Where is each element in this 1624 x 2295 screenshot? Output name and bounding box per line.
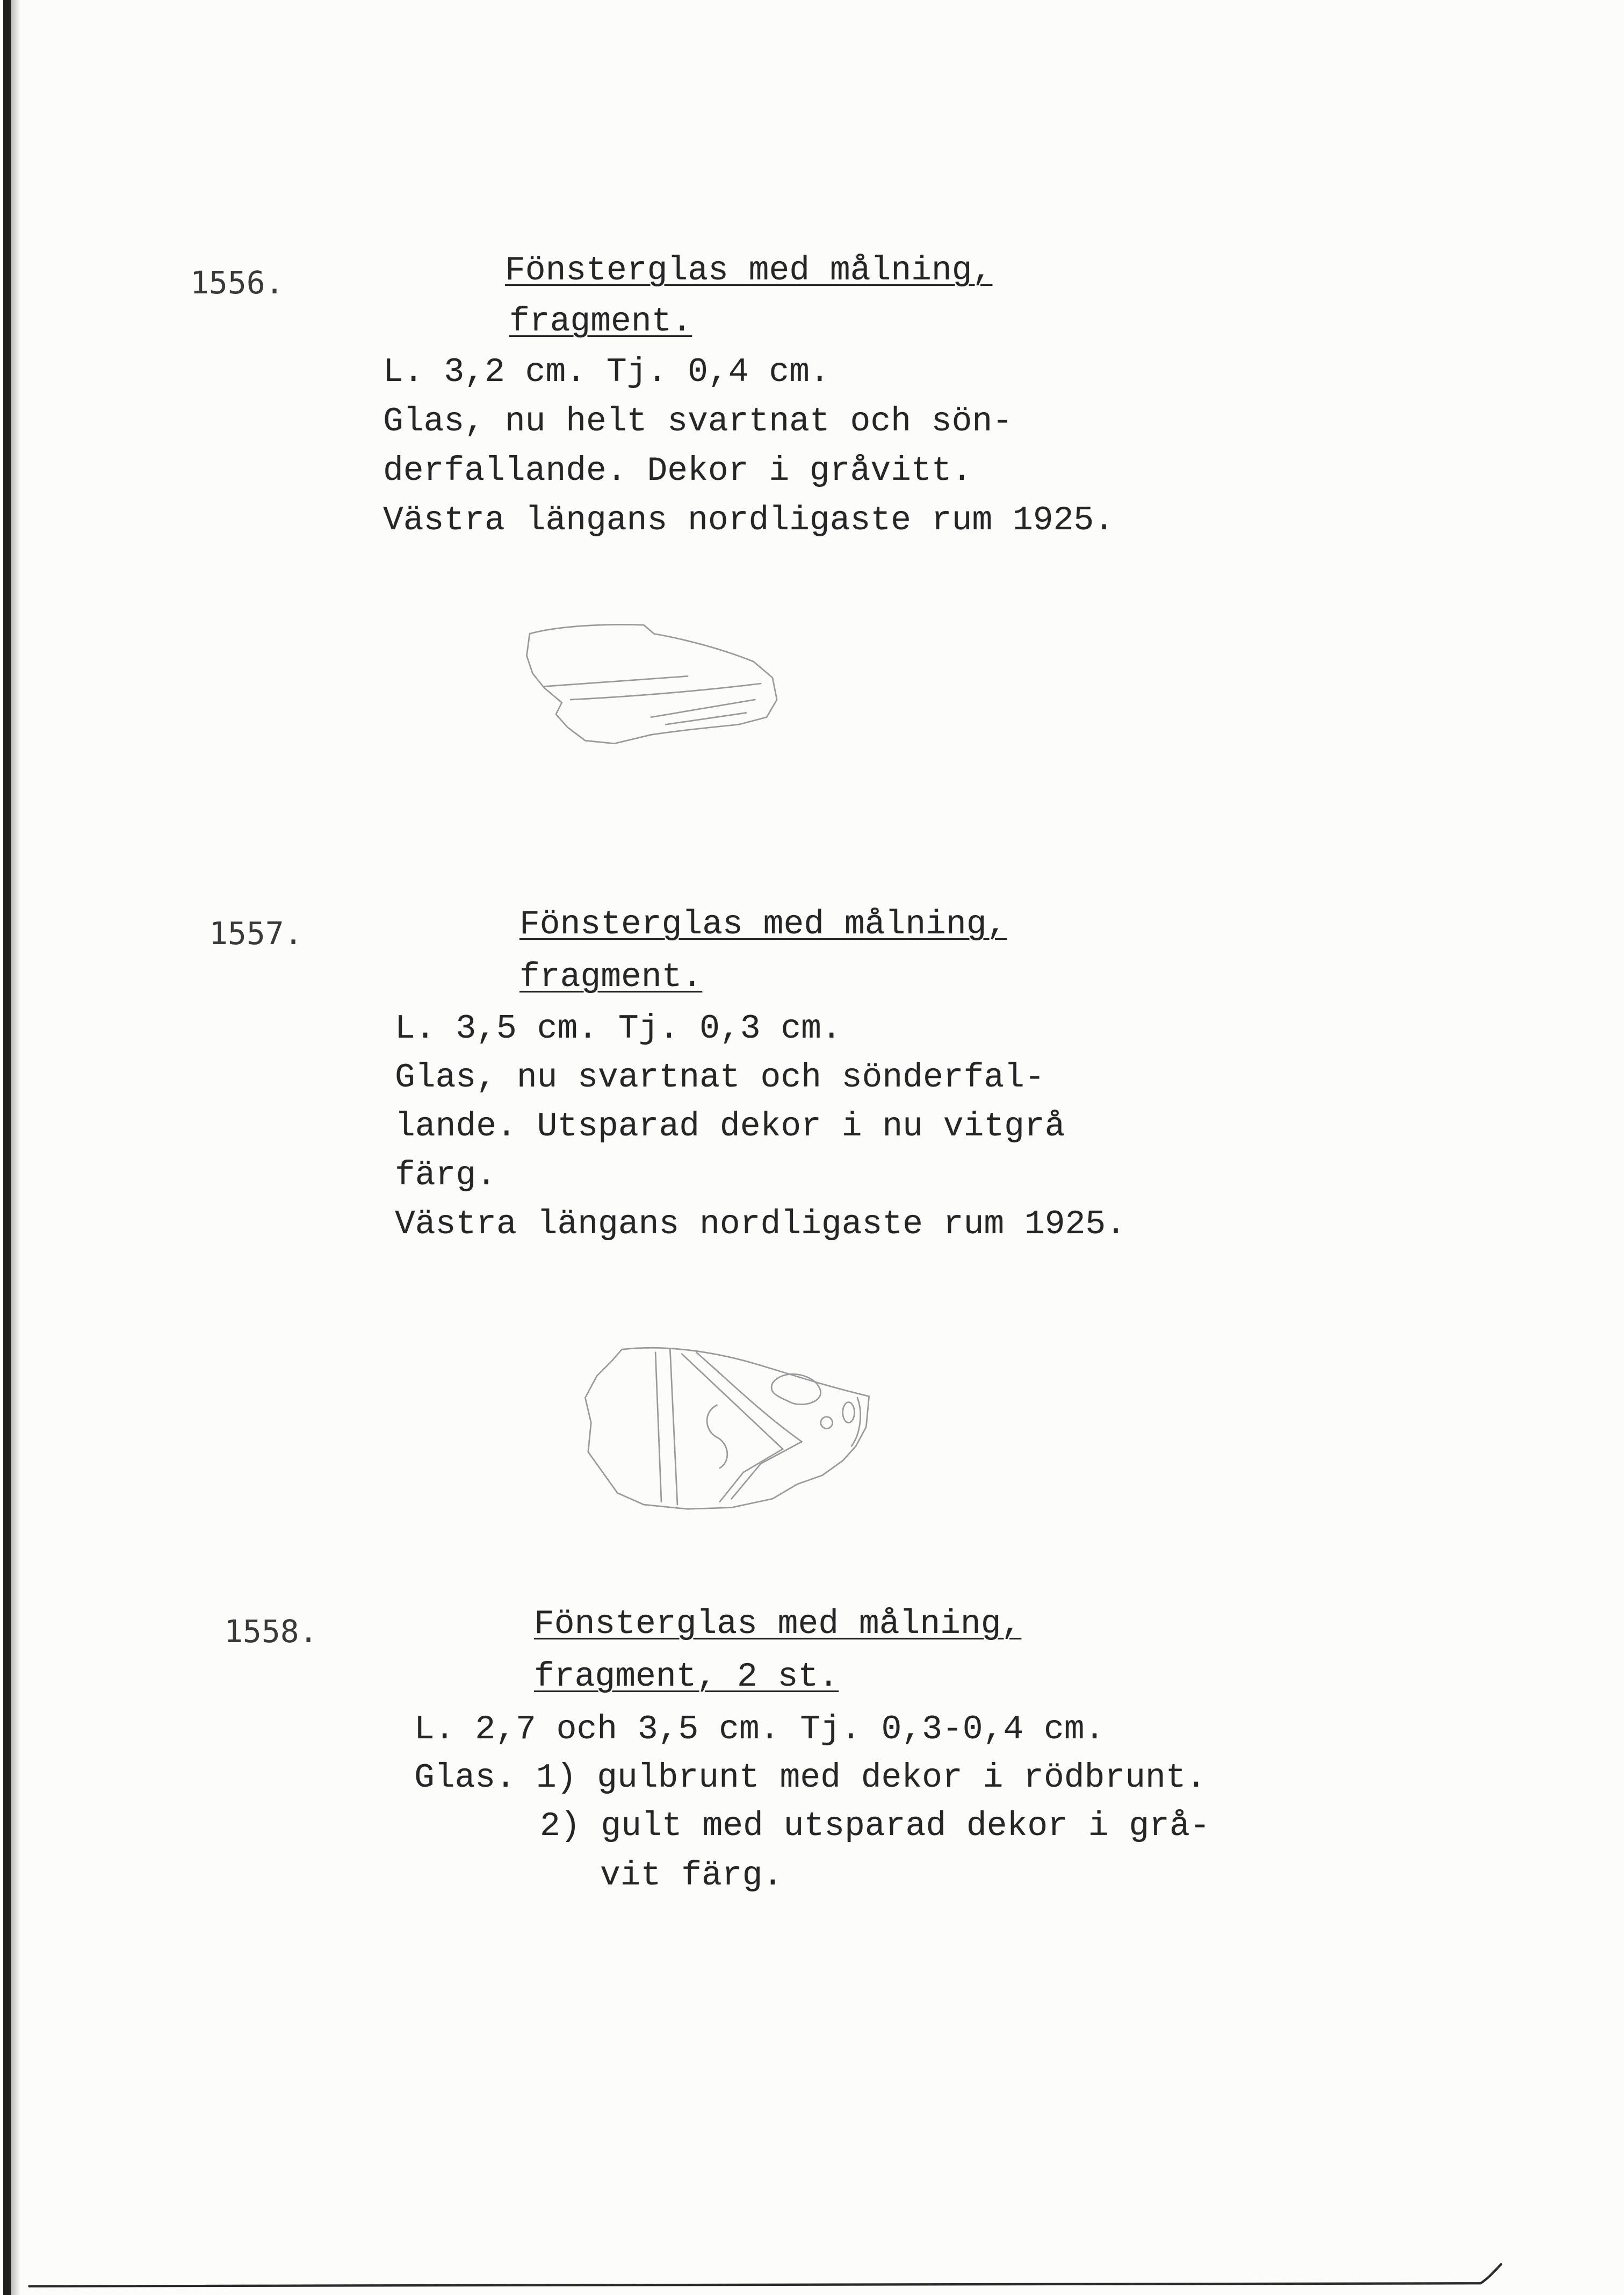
entry-title: Fönsterglas med målning, <box>505 251 993 290</box>
entry-number: 1556. <box>190 264 284 301</box>
entry-title: fragment, 2 st. <box>534 1658 839 1696</box>
decor-scroll <box>707 1405 727 1468</box>
decor-line <box>544 676 688 686</box>
fragment-sketch <box>585 1348 869 1509</box>
entry-description-line: derfallande. Dekor i gråvitt. <box>383 452 972 490</box>
entry-description-line: Glas, nu helt svartnat och sön- <box>383 402 1013 441</box>
entry-description-line: L. 2,7 och 3,5 cm. Tj. 0,3-0,4 cm. <box>414 1710 1105 1749</box>
entry-description-line: 2) gult med utsparad dekor i grå- <box>540 1807 1210 1845</box>
decor-line <box>571 684 761 700</box>
entry-description-line: lande. Utsparad dekor i nu vitgrå <box>395 1107 1065 1146</box>
entry-title: Fönsterglas med målning, <box>534 1605 1022 1643</box>
fragment-outline <box>526 624 777 743</box>
entry-description-line: L. 3,2 cm. Tj. 0,4 cm. <box>383 353 830 391</box>
entry-description-line: Glas, nu svartnat och sönderfal- <box>395 1059 1045 1097</box>
decor-line <box>666 713 746 725</box>
entry-description-line: vit färg. <box>600 1857 783 1895</box>
entry-title: fragment. <box>509 303 692 341</box>
bottom-rule <box>29 2264 1501 2286</box>
entry-description-line: färg. <box>395 1156 497 1195</box>
decor-blob <box>771 1374 821 1404</box>
decor-line <box>655 1352 661 1502</box>
decor-line <box>696 1352 802 1442</box>
decor-dot <box>843 1402 855 1422</box>
entry-title: Fönsterglas med målning, <box>519 905 1007 944</box>
entry-description-line: Glas. 1) gulbrunt med dekor i rödbrunt. <box>414 1759 1207 1797</box>
entry-title: fragment. <box>519 958 703 996</box>
entry-description-line: Västra längans nordligaste rum 1925. <box>395 1205 1127 1243</box>
decor-line <box>651 700 755 717</box>
entry-description-line: L. 3,5 cm. Tj. 0,3 cm. <box>395 1010 842 1048</box>
entry-description-line: Västra längans nordligaste rum 1925. <box>383 501 1115 539</box>
decor-line <box>732 1442 802 1499</box>
entry-number: 1557. <box>209 915 303 952</box>
decor-line <box>670 1349 677 1505</box>
fragment-sketch <box>526 624 777 743</box>
decor-dot <box>821 1417 833 1429</box>
entry-number: 1558. <box>224 1613 318 1650</box>
